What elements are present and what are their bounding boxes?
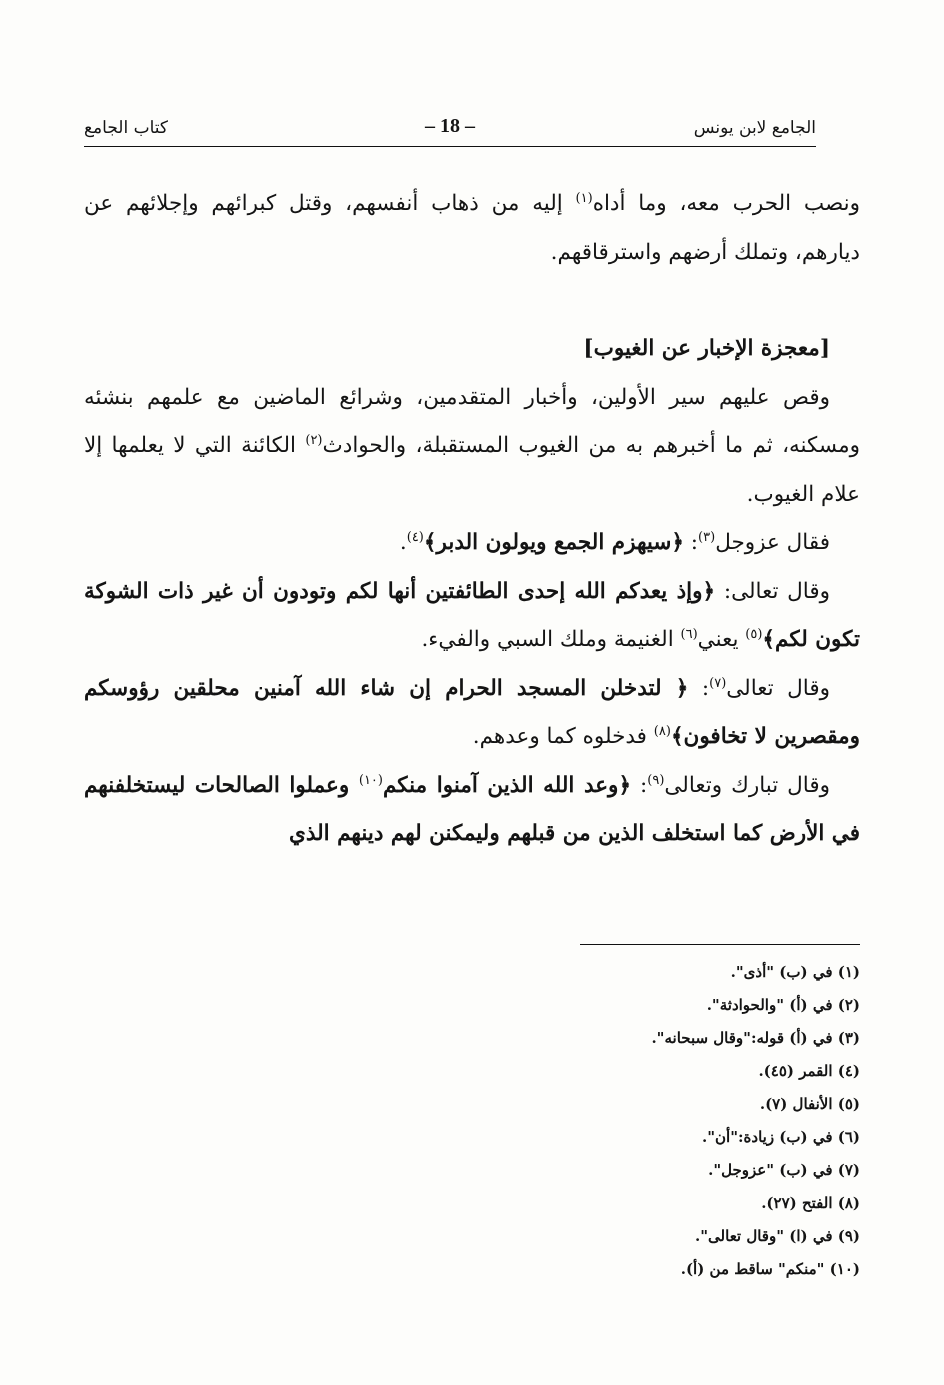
paragraph-2: وقص عليهم سير الأولين، وأخبار المتقدمين، وشرائع الماضين مع علمهم بنشئه ومسكنه، ثم ما أخبرهم به من الغيوب المستقبلة، والحوادث$^{(٢)}$ الكائنة التي لا يعلمها إلا علام الغيوب. xyxy=(84,384,860,507)
footnote-ref: (٣) xyxy=(698,529,716,545)
footnote-item: (٥) الأنفال (٧). xyxy=(759,1095,860,1113)
book-section-title: كتاب الجامع xyxy=(84,118,169,138)
footnote-ref: (٤) xyxy=(406,529,424,545)
footnote-item: (٤) القمر (٤٥). xyxy=(758,1062,860,1080)
paragraph-4: وقال تعالى: ﴿وإذ يعدكم الله إحدى الطائفتين أنها لكم وتودون أن غير ذات الشوكة تكون لكم﴾$^{(٥)}$ يعني$^{(٦)}$ الغنيمة وملك السبي والفيء. xyxy=(84,578,860,652)
footnote-ref: (١٠) xyxy=(358,772,383,788)
page-header xyxy=(84,112,816,147)
footnote-item: (٩) في (ا) "وقال تعالى". xyxy=(695,1227,860,1245)
quran-verse: ﴿وإذ يعدكم الله إحدى الطائفتين أنها لكم وتودون أن غير ذات الشوكة تكون لكم﴾ xyxy=(84,578,860,652)
footnote-separator xyxy=(580,944,860,945)
footnote-ref: (٧) xyxy=(709,675,727,691)
footnote-item: (٧) في (ب) "عزوجل". xyxy=(708,1161,860,1179)
section-heading: [معجزة الإخبار عن الغيوب] xyxy=(583,336,830,361)
footnote-item: (١٠) "منكم" ساقط من (أ). xyxy=(680,1260,860,1278)
footnote-ref: (٨) xyxy=(653,723,671,739)
quran-verse: ﴿سيهزم الجمع ويولون الدبر﴾ xyxy=(423,530,684,555)
footnote-ref: (٩) xyxy=(647,772,665,788)
footnote-ref: (٦) xyxy=(680,626,698,642)
paragraph-5: وقال تعالى$^{(٧)}$: ﴿ لتدخلن المسجد الحرام إن شاء الله آمنين محلقين رؤوسكم ومقصرين لا تخافون﴾$^{(٨)}$ فدخلوه كما وعدهم. xyxy=(84,675,860,749)
paragraph-6: وقال تبارك وتعالى$^{(٩)}$: ﴿وعد الله الذين آمنوا منكم$^{(١٠)}$ وعملوا الصالحات ليستخلفنهم في الأرض كما استخلف الذين من قبلهم وليمكنن لهم دينهم الذي xyxy=(84,772,860,846)
footnote-item: (١) في (ب) "أذى". xyxy=(730,963,860,981)
paragraph-1: ونصب الحرب معه، وما أداه$^{(١)}$ إليه من ذهاب أنفسهم، وقتل كبرائهم وإجلائهم عن ديارهم، وتملك أرضهم واسترقاقهم. xyxy=(84,190,860,265)
quran-verse: ﴿وعد الله الذين آمنوا منكم xyxy=(382,772,632,798)
footnote-item: (٦) في (ب) زيادة:"أن". xyxy=(701,1128,860,1146)
book-author-title: الجامع لابن يونس xyxy=(693,118,816,138)
quran-verse: وعملوا الصالحات ليستخلفنهم في الأرض كما استخلف الذين من قبلهم وليمكنن لهم دينهم الذي xyxy=(84,772,860,846)
footnote-ref: (١) xyxy=(575,190,593,206)
footnote-ref: (٥) xyxy=(745,626,763,642)
footnotes-list xyxy=(420,958,860,1288)
footnote-item: (٢) في (أ) "والحوادثة". xyxy=(706,996,860,1014)
footnote-ref: (٢) xyxy=(305,432,323,448)
main-text xyxy=(84,180,860,859)
page-number: – 18 – xyxy=(425,115,475,137)
paragraph-3: فقال عزوجل$^{(٣)}$: ﴿سيهزم الجمع ويولون الدبر﴾$^{(٤)}$. xyxy=(399,529,830,555)
quran-verse: ﴿ لتدخلن المسجد الحرام إن شاء الله آمنين محلقين رؤوسكم ومقصرين لا تخافون﴾ xyxy=(84,675,860,749)
footnote-item: (٣) في (أ) قوله:"وقال سبحانه". xyxy=(651,1029,860,1047)
footnote-item: (٨) الفتح (٢٧). xyxy=(761,1194,860,1212)
